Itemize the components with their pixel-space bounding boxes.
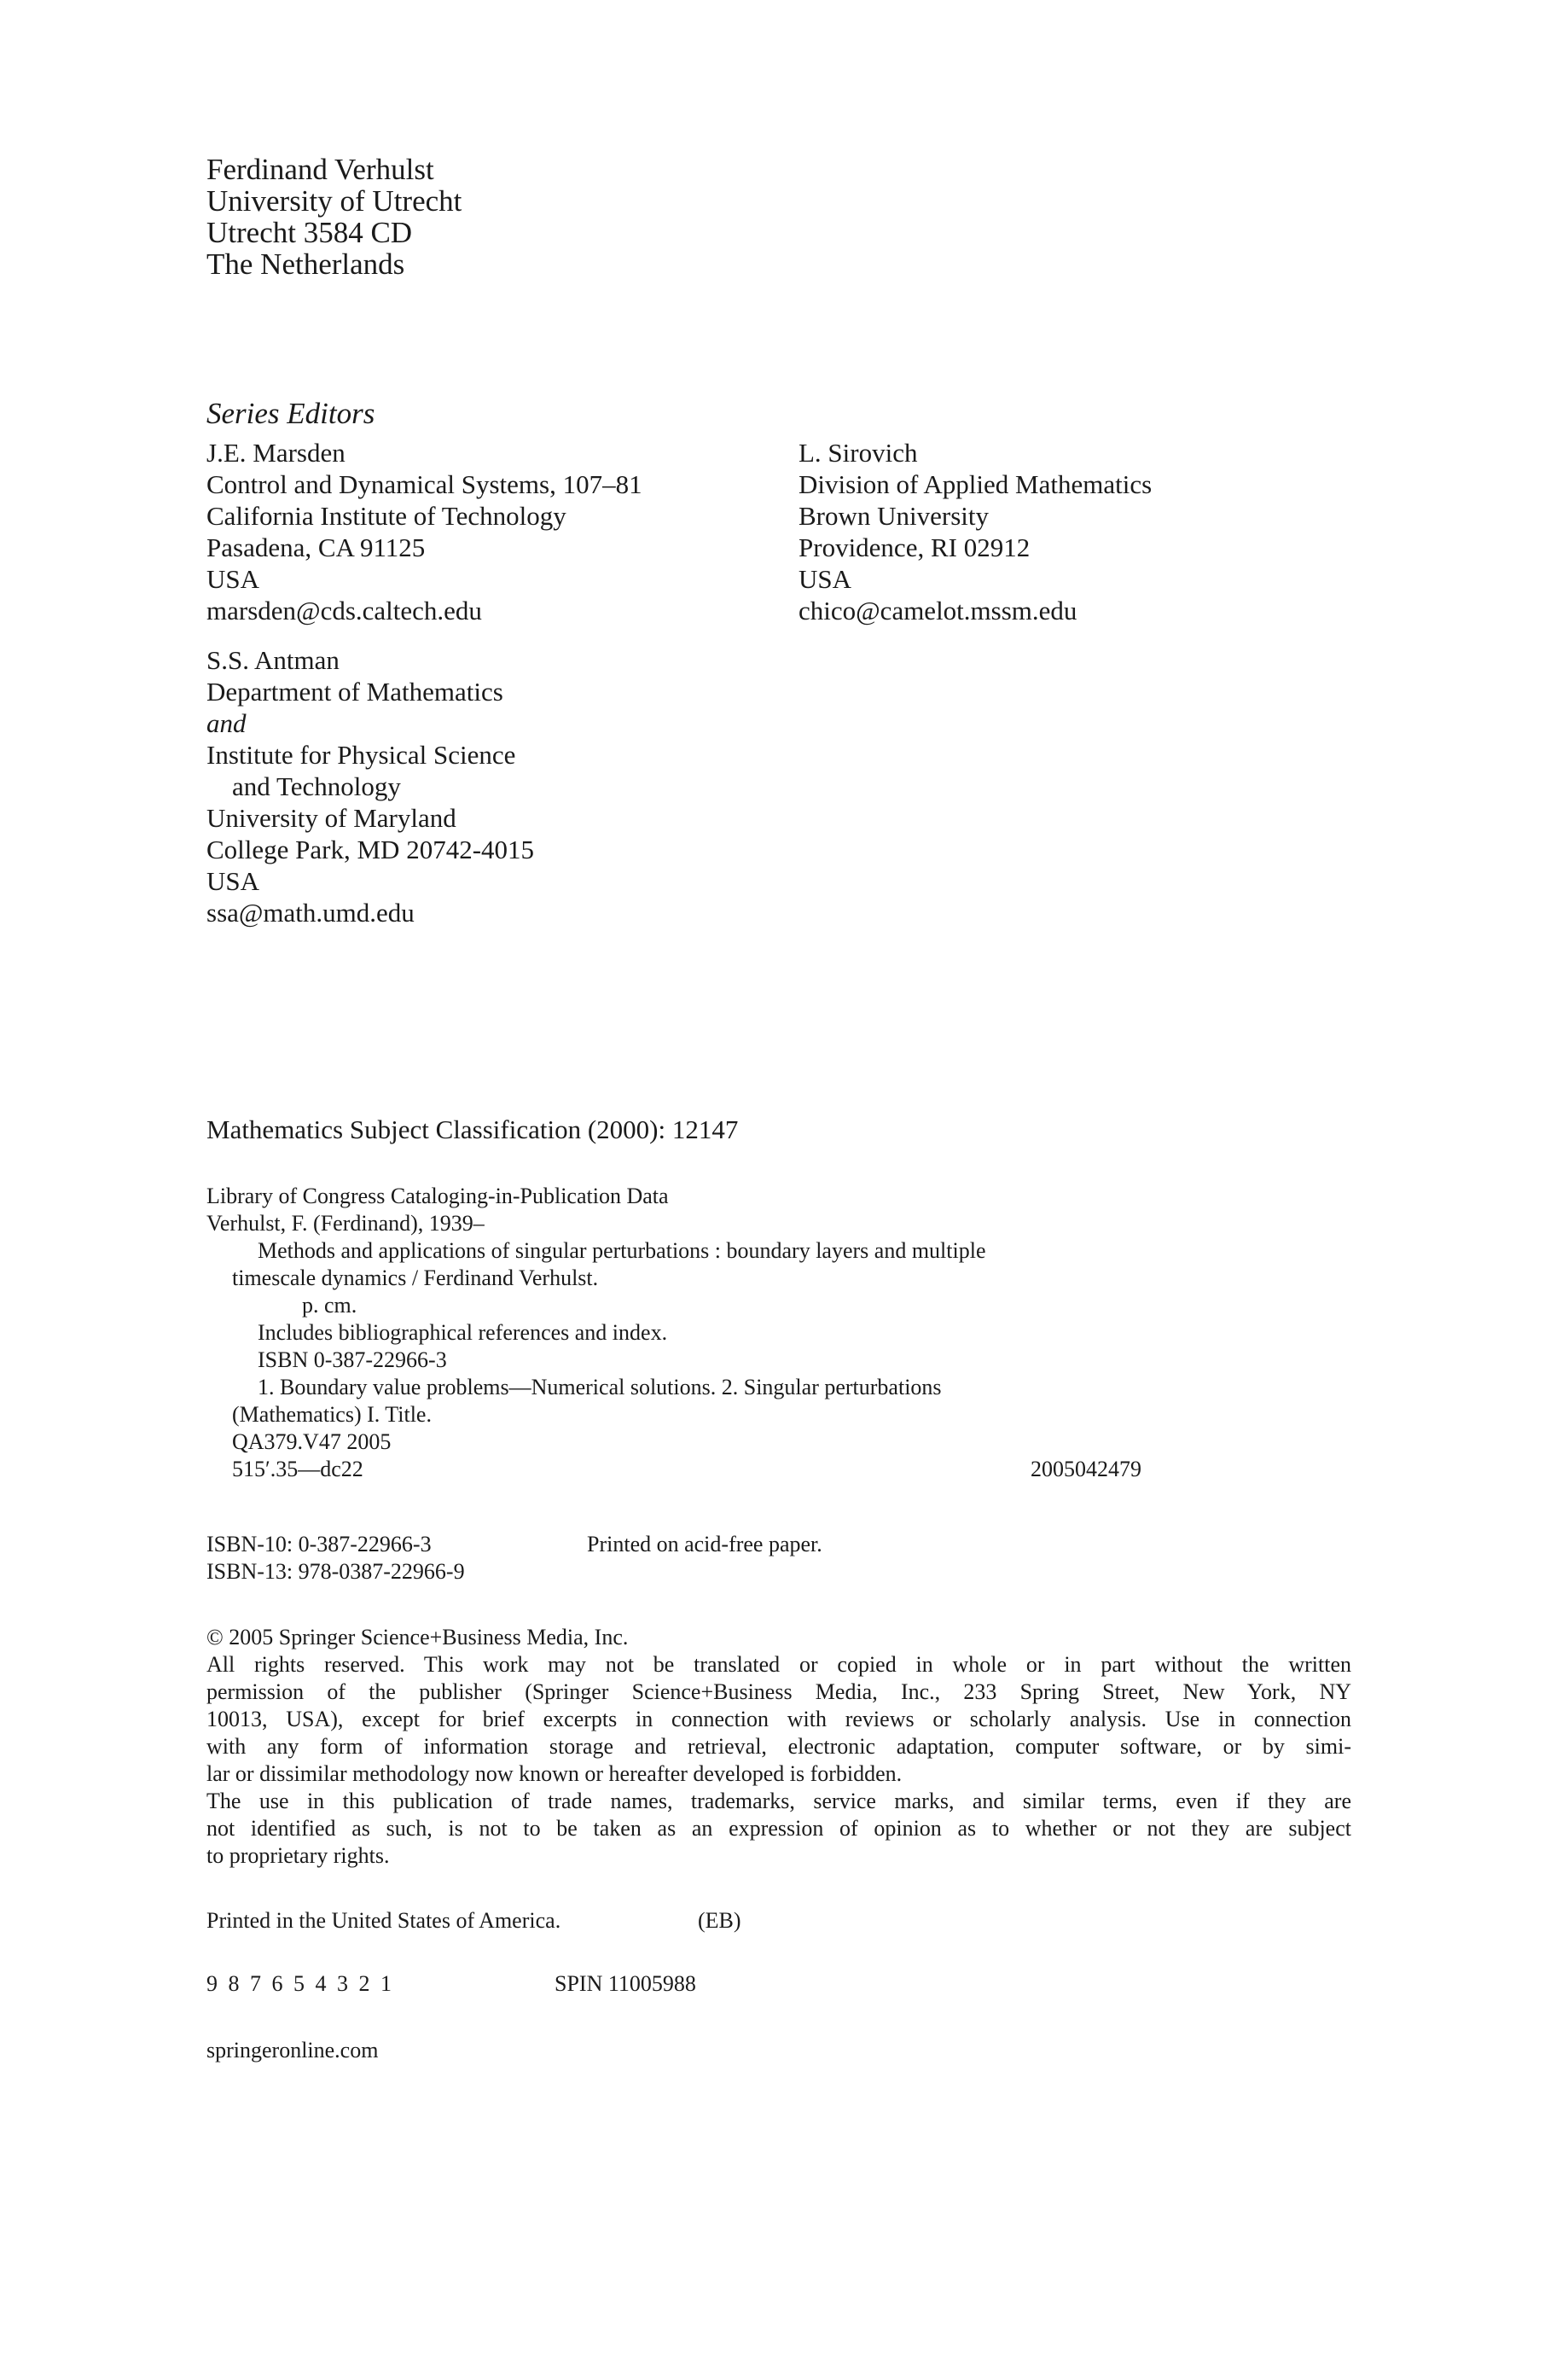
printer-code: (EB) xyxy=(698,1908,741,1933)
isbn-10: ISBN-10: 0-387-22966-3 xyxy=(206,1532,432,1556)
series-editors-heading: Series Editors xyxy=(206,397,375,430)
editor-antman xyxy=(206,644,534,928)
copyright-notice xyxy=(206,1624,1351,1870)
editor-sirovich xyxy=(799,437,1152,626)
trademark-line: The use in this publication of trade names, trademarks, service marks, and similar terms, even if they are xyxy=(206,1789,1351,1813)
cip-call-number: QA379.V47 2005 xyxy=(232,1429,392,1454)
trademark-line: not identified as such, is not to be taken as an expression of opinion as to whether or not they are subject xyxy=(206,1816,1351,1841)
cip-subject-1: 1. Boundary value problems—Numerical solutions. 2. Singular perturbations xyxy=(258,1375,942,1399)
rights-line: permission of the publisher (Springer Science+Business Media, Inc., 233 Spring Street, New York, NY xyxy=(206,1679,1351,1704)
cip-notes: Includes bibliographical references and index. xyxy=(258,1320,668,1345)
editor-name: L. Sirovich xyxy=(799,438,918,468)
rights-line: All rights reserved. This work may not be translated or copied in whole or in part without the written xyxy=(206,1652,1351,1677)
editor-country: USA xyxy=(799,564,852,594)
publisher-website: springeronline.com xyxy=(206,2038,379,2063)
cip-title-cont: timescale dynamics / Ferdinand Verhulst. xyxy=(232,1265,599,1290)
cip-isbn: ISBN 0-387-22966-3 xyxy=(258,1347,447,1372)
editor-email: chico@camelot.mssm.edu xyxy=(799,596,1077,625)
rights-line: lar or dissimilar methodology now known or hereafter developed is forbidden. xyxy=(206,1761,903,1786)
copyright-line: © 2005 Springer Science+Business Media, Inc. xyxy=(206,1625,629,1649)
cip-heading: Library of Congress Cataloging-in-Publication Data xyxy=(206,1184,669,1208)
editor-city: Providence, RI 02912 xyxy=(799,532,1031,562)
trademark-line: to proprietary rights. xyxy=(206,1843,390,1868)
cip-lccn: 2005042479 xyxy=(1031,1457,1141,1481)
author-country: The Netherlands xyxy=(206,247,405,281)
editor-dept: Control and Dynamical Systems, 107–81 xyxy=(206,469,642,499)
isbn-block xyxy=(206,1531,465,1585)
editor-name: S.S. Antman xyxy=(206,645,340,675)
editor-country: USA xyxy=(206,866,260,896)
cip-title: Methods and applications of singular perturbations : boundary layers and multiple xyxy=(258,1238,986,1263)
editor-email: marsden@cds.caltech.edu xyxy=(206,596,482,625)
editor-city: Pasadena, CA 91125 xyxy=(206,532,426,562)
cip-pages: p. cm. xyxy=(302,1293,357,1318)
print-run-numbers: 9 8 7 6 5 4 3 2 1 xyxy=(206,1971,394,1996)
cip-author: Verhulst, F. (Ferdinand), 1939– xyxy=(206,1211,485,1236)
editor-city: College Park, MD 20742-4015 xyxy=(206,835,535,864)
editor-marsden xyxy=(206,437,642,626)
cip-dewey-number: 515′.35—dc22 xyxy=(232,1457,363,1481)
author-name: Ferdinand Verhulst xyxy=(206,153,434,186)
msc-classification: Mathematics Subject Classification (2000): 12147 xyxy=(206,1114,739,1144)
editor-dept: Department of Mathematics xyxy=(206,677,503,707)
isbn-13: ISBN-13: 978-0387-22966-9 xyxy=(206,1559,465,1584)
editor-institution: Institute for Physical Science xyxy=(206,740,516,770)
editor-dept: Division of Applied Mathematics xyxy=(799,469,1153,499)
editor-institution: Brown University xyxy=(799,501,990,531)
editor-conjunction: and xyxy=(206,708,247,738)
cip-data xyxy=(206,1183,1162,1483)
cip-dewey xyxy=(206,1456,1162,1483)
rights-line: 10013, USA), except for brief excerpts in connection with reviews or scholarly analysis. Use in connection xyxy=(206,1707,1351,1731)
editor-country: USA xyxy=(206,564,260,594)
editor-university: University of Maryland xyxy=(206,803,456,833)
editor-institution-cont: and Technology xyxy=(232,771,401,801)
spin-number: SPIN 11005988 xyxy=(555,1971,696,1996)
cip-subject-2: (Mathematics) I. Title. xyxy=(232,1402,432,1427)
author-city: Utrecht 3584 CD xyxy=(206,216,413,249)
printed-country: Printed in the United States of America. xyxy=(206,1908,561,1933)
editor-institution: California Institute of Technology xyxy=(206,501,566,531)
author-address xyxy=(206,154,462,280)
editor-email: ssa@math.umd.edu xyxy=(206,898,415,928)
editor-name: J.E. Marsden xyxy=(206,438,346,468)
author-affiliation: University of Utrecht xyxy=(206,184,462,218)
acid-free-note: Printed on acid-free paper. xyxy=(587,1532,822,1556)
rights-line: with any form of information storage and retrieval, electronic adaptation, computer software, or by simi- xyxy=(206,1734,1351,1759)
